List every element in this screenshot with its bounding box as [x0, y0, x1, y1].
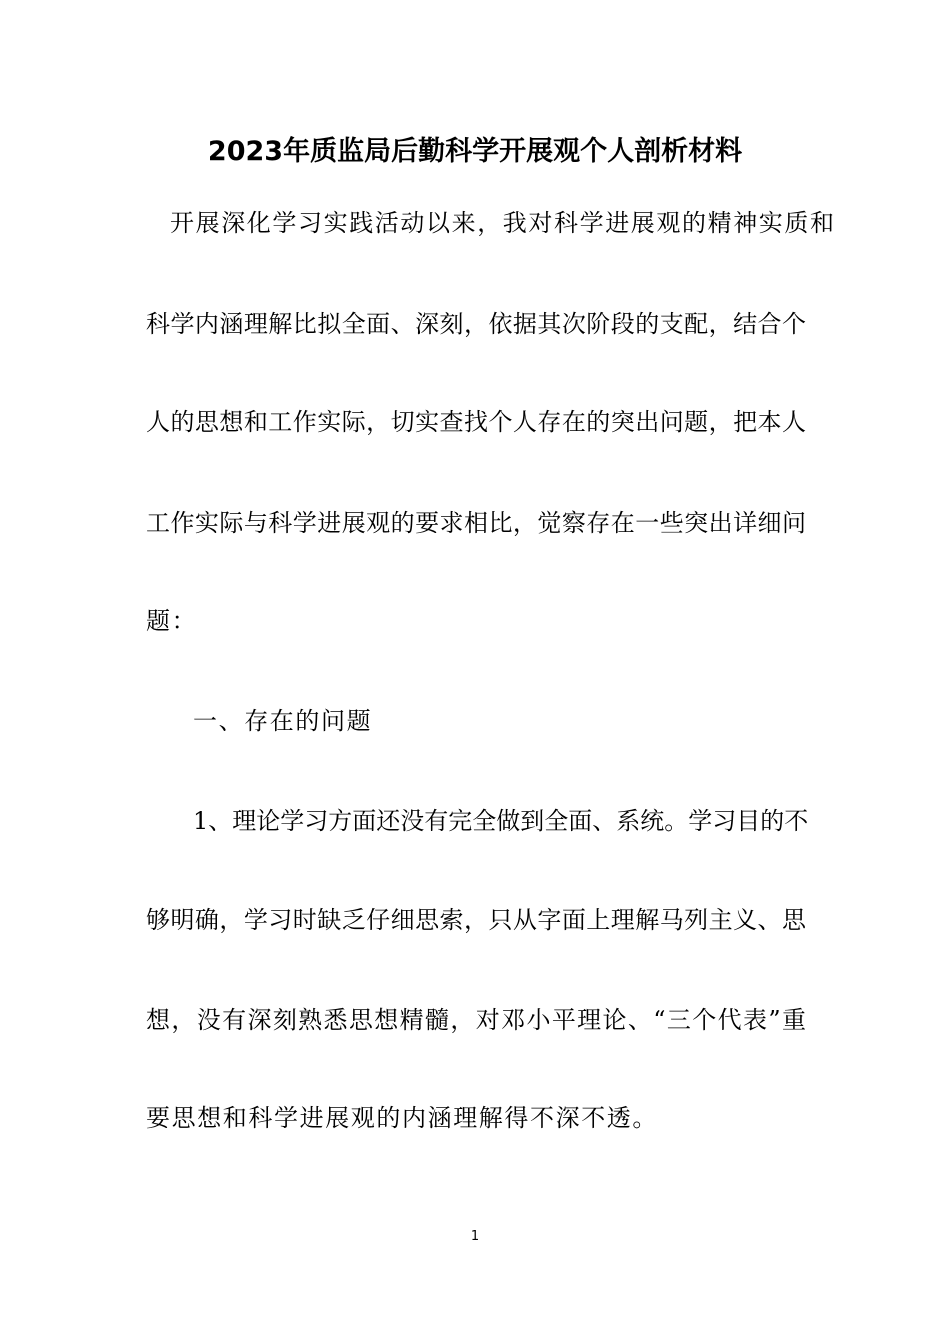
paragraph-line: 科学内涵理解比拟全面、深刻，依据其次阶段的支配，结合个	[146, 310, 806, 338]
paragraph-line: 想，没有深刻熟悉思想精髓，对邓小平理论、“三个代表”重	[146, 1006, 806, 1034]
paragraph-line: 题：	[146, 607, 198, 635]
document-title: 2023年质监局后勤科学开展观个人剖析材料	[207, 136, 743, 167]
paragraph-line: 人的思想和工作实际，切实查找个人存在的突出问题，把本人	[146, 408, 806, 436]
page-number: 1	[470, 1229, 480, 1244]
paragraph-line: 1、理论学习方面还没有完全做到全面、系统。学习目的不	[193, 807, 809, 835]
paragraph-line: 工作实际与科学进展观的要求相比，觉察存在一些突出详细问	[146, 509, 806, 537]
paragraph-line: 开展深化学习实践活动以来，我对科学进展观的精神实质和	[170, 209, 836, 237]
paragraph-line: 要思想和科学进展观的内涵理解得不深不透。	[146, 1104, 658, 1132]
section-heading: 一、存在的问题	[193, 707, 373, 735]
paragraph-line: 够明确，学习时缺乏仔细思索，只从字面上理解马列主义、思	[146, 906, 806, 934]
